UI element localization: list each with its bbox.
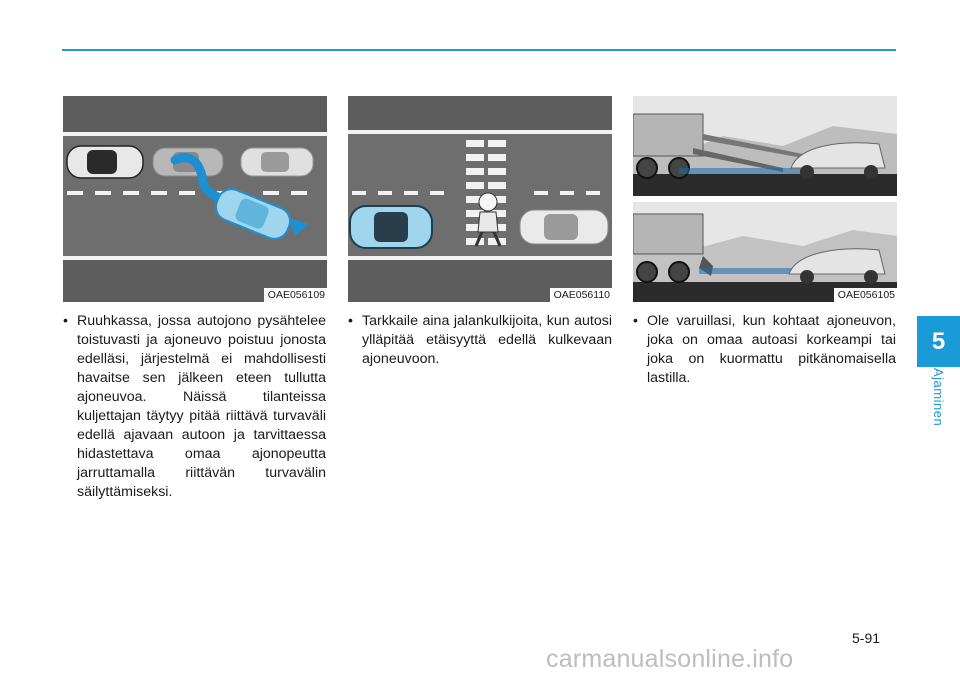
figure-code: OAE056105 [834, 288, 897, 302]
chapter-title: Ajaminen [931, 368, 946, 427]
car-icon [67, 146, 143, 178]
text-column-1 [63, 312, 326, 502]
header-rule [62, 49, 896, 51]
pedestrian-crossing-illustration [348, 96, 612, 302]
figure-pedestrian-crossing [348, 96, 612, 302]
bullet: • [348, 313, 353, 329]
paragraph: Ole varuillasi, kun kohtaat ajoneuvon, joka on omaa autoasi korkeampi tai joka on kuormattu pitkänomaisella lastilla. [647, 313, 896, 386]
chapter-tab [917, 316, 960, 367]
figure-code: OAE056109 [264, 288, 327, 302]
page-number: 5-91 [852, 630, 881, 646]
text-column-2 [348, 312, 612, 369]
figure-truck-load [633, 96, 897, 302]
text-column-3 [633, 312, 896, 388]
paragraph: Tarkkaile aina jalankulkijoita, kun autosi ylläpitää etäisyyttä edellä kulkevaan ajoneuvoon. [362, 313, 612, 367]
bullet: • [633, 313, 638, 329]
bullet: • [63, 313, 68, 329]
traffic-queue-illustration [63, 96, 327, 302]
chapter-number: 5 [931, 327, 946, 355]
figure-traffic-queue [63, 96, 327, 302]
figure-code: OAE056110 [550, 288, 612, 302]
truck-load-illustration [633, 96, 897, 302]
paragraph: Ruuhkassa, jossa autojono pysähtelee toistuvasti ja ajoneuvo poistuu jonosta edelläsi, järjestelmä ei mahdollisesti havaitse sen jälkeen eteen tullutta ajoneuvoa. Näissä tilanteissa kuljettajan täytyy pitää riittävä turvaväli edellä ajavaan autoon ja tarvittaessa hidastettava omaa ajonopeutta jarruttamalla riittävän turvavälin säilyttämiseksi. [77, 313, 326, 500]
watermark: carmanualsonline.info [546, 645, 794, 673]
